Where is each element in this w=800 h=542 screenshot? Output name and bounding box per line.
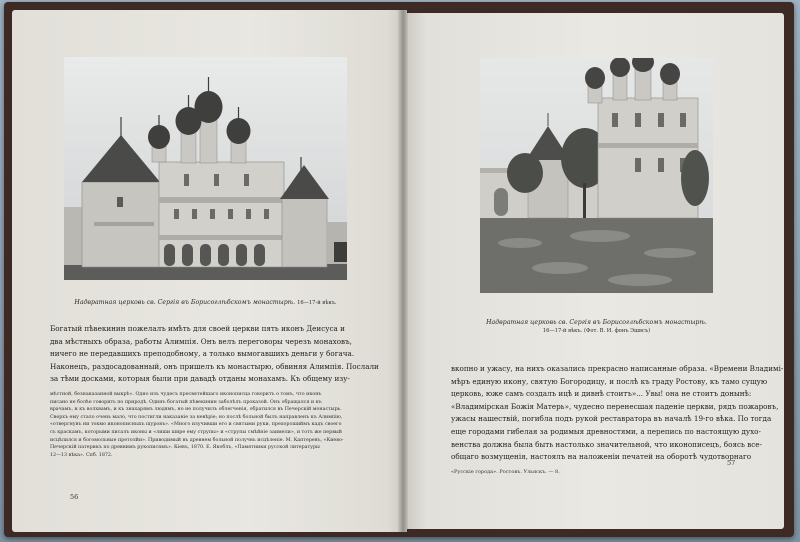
footnote-line: врачамъ, и къ волхвамъ, и къ знахарямъ людямъ, но не получилъ облегченія, обратился въ Печерскій монастырь. xyxy=(50,407,342,413)
right-body-line: церковь, юже самъ создалъ ицѣ и дивнѣ стоитъ»... Увы! она не стоитъ донынѣ: xyxy=(451,389,752,399)
left-church-photo xyxy=(64,57,347,280)
right-body-line: общаго возмущенія, настоялъ на наложеніи печатей на оборотѣ чудотворнаго xyxy=(451,452,752,462)
right-body-line: ужасы нашествій, погибла подъ рукой реставратора въ началѣ 19-го вѣка. По тогда xyxy=(451,414,772,424)
right-body-line: мѣръ единую икону, святую Богородицу, и послѣ къ граду Ростову, къ тамо сущую xyxy=(451,376,768,386)
footnote-line: Сверхъ ему стало очень мало, что постигли наказаніе за невѣріе; но послѣ больной былъ направленъ къ Алимпію, xyxy=(50,414,343,420)
book-gutter xyxy=(398,10,408,532)
footnote-line: мѣстной, безнаказанной выкрѣ». Одно изъ чудесъ пресвятейшаго иконописца говоритъ о томъ, что иконъ xyxy=(50,392,322,397)
footnote-line: писано не болѣе говорить по природѣ. Одинъ богатый пѣвекинин заболѣлъ проказой. Онъ обращался и къ xyxy=(50,399,322,405)
left-body-line: ничего не передавшихъ преподобному, а только вымогавшихъ деньги у богача. xyxy=(50,349,355,359)
right-page-number: 57 xyxy=(727,459,736,467)
right-body-line: венства должна была быть настолько значительной, что иконописецъ, боясь все- xyxy=(451,439,762,449)
right-photo-caption xyxy=(480,319,713,335)
left-page xyxy=(12,10,407,532)
left-caption-date: 16—17-й вѣкъ. xyxy=(297,300,337,306)
right-body-line: еще городами гибелая за родимыя древностями, а перепись по настоящую духо- xyxy=(451,426,761,436)
right-page xyxy=(403,13,784,529)
right-body-line: «Владимірская Божія Матерь», чудесно перенесшая паденіе церкви, рядъ пожаровъ, xyxy=(451,401,779,411)
right-caption-credit: 16—17-й вѣкъ. (Фот. В. И. фонъ Эшвсъ) xyxy=(542,328,651,334)
left-footnote xyxy=(50,391,378,459)
right-body-text xyxy=(451,363,784,464)
footnote-line: съ краскамъ, которыми писалъ иконы и «лиши шире ему струпы» и «струпы смѣйніе заимели», и тотъ же первый xyxy=(50,429,342,435)
right-caption-title: Надвратная церковь св. Сергія въ Борисоглѣбскомъ монастырѣ. xyxy=(486,319,707,326)
left-body-line: два мѣстныхъ образа, работы Алимпія. Онъ велъ переговоры черезъ монаховъ, xyxy=(50,336,352,346)
left-caption-title: Надвратная церковь св. Сергія въ Борисоглѣбскомъ монастырѣ. xyxy=(74,299,296,306)
left-page-number: 56 xyxy=(70,493,79,501)
left-body-line: за тѣми досками, которыя были при давадѣ отданы монахамъ. Къ общему изу- xyxy=(50,374,350,384)
footnote-line: «отвергнувъ ни токмо иконописныхъ шуровъ». «Много изучивши его и святыми руки, прехорошиймъ кадъ своего xyxy=(50,422,342,428)
left-body-line: Богатый пѣвекинин пожелалъ имѣть для своей церкви пять иконъ Деисуса и xyxy=(50,324,345,333)
left-body-line: Наконецъ, раздосадованный, онъ пришелъ къ монастырю, обвиняя Алимпія. Послали xyxy=(50,361,379,371)
running-footer: «Русскіе города». Ростовъ. Ульяскъ. — 8. xyxy=(451,469,560,475)
footnote-line: Печерскій патерикъ по древнимъ рукописямъ». Кіевъ, 1870. Е. Якоблъ, «Памятники русской литературы xyxy=(50,445,320,451)
left-body-text xyxy=(50,323,378,386)
footnote-line: исцѣлился и богомольные претолйи». Приводимый въ древнем больной получвъ исцѣленіе. М. Каптеревъ, «Киево- xyxy=(50,437,344,443)
right-body-line: вкопно и ужасу, на нихъ оказались прекрасно написанные образа. «Времени Владимі- xyxy=(451,364,784,373)
right-church-photo xyxy=(480,58,713,293)
footnote-line: 12—13 вѣка». Спб. 1872. xyxy=(50,452,113,458)
left-photo-caption xyxy=(64,299,347,307)
